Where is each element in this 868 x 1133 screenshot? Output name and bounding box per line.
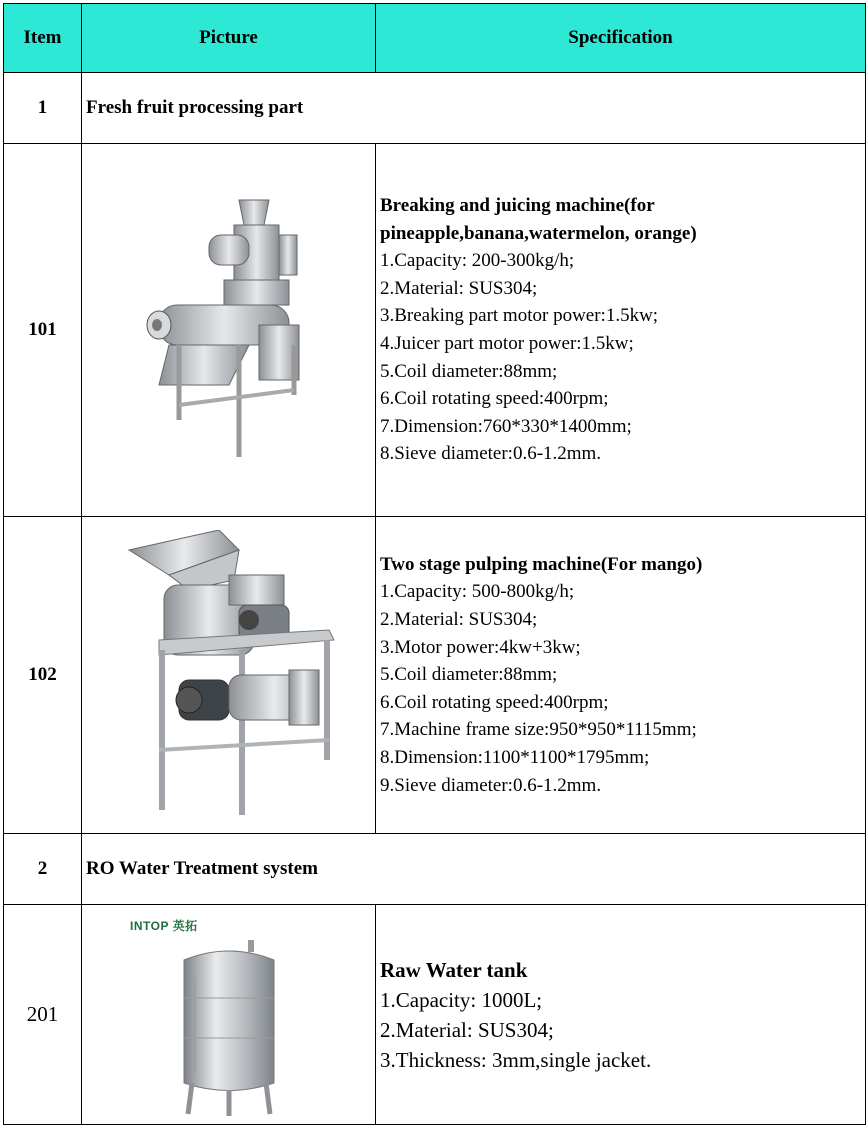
spec-line: 6.Coil rotating speed:400rpm; — [380, 388, 609, 410]
item-number: 102 — [4, 517, 82, 834]
spec-line: 5.Coil diameter:88mm; — [380, 360, 558, 382]
section-row-1 — [4, 73, 866, 144]
spec-line: 7.Dimension:760*330*1400mm; — [380, 415, 632, 437]
table-header-row — [4, 4, 866, 73]
section-title: RO Water Treatment system — [82, 834, 866, 905]
pulping-machine-illustration — [119, 530, 339, 820]
water-tank-illustration — [174, 938, 284, 1118]
machine-photo-101 — [82, 144, 376, 517]
spec-line: 1.Capacity: 200-300kg/h; — [380, 250, 575, 272]
machine-photo-102 — [82, 517, 376, 834]
spec-line: 6.Coil rotating speed:400rpm; — [380, 691, 609, 713]
table-row-102 — [4, 517, 866, 834]
spec-cell-102 — [376, 517, 866, 834]
machine-title: Breaking and juicing machine(for pineapple,banana,watermelon, orange) — [380, 195, 697, 244]
spec-cell-101 — [376, 144, 866, 517]
spec-line: 2.Material: SUS304; — [380, 277, 538, 299]
spec-line: 3.Thickness: 3mm,single jacket. — [380, 1047, 652, 1072]
spec-line: 2.Material: SUS304; — [380, 609, 538, 631]
spec-line: 3.Motor power:4kw+3kw; — [380, 636, 581, 658]
spec-line: 1.Capacity: 500-800kg/h; — [380, 581, 575, 603]
header-item: Item — [4, 4, 82, 73]
spec-line: 3.Breaking part motor power:1.5kw; — [380, 305, 659, 327]
machine-photo-201 — [82, 905, 376, 1125]
machine-title: Raw Water tank — [380, 957, 528, 982]
spec-line: 4.Juicer part motor power:1.5kw; — [380, 333, 634, 354]
equipment-spec-table — [3, 3, 866, 1125]
spec-line: 1.Capacity: 1000L; — [380, 987, 543, 1012]
section-row-2 — [4, 834, 866, 905]
item-number: 201 — [4, 905, 82, 1125]
spec-line: 2.Material: SUS304; — [380, 1017, 554, 1042]
header-picture: Picture — [82, 4, 376, 73]
spec-line: 9.Sieve diameter:0.6-1.2mm. — [380, 774, 602, 796]
item-number: 101 — [4, 144, 82, 517]
spec-line: 5.Coil diameter:88mm; — [380, 664, 558, 686]
header-specification: Specification — [376, 4, 866, 73]
spec-line: 8.Sieve diameter:0.6-1.2mm. — [380, 443, 602, 465]
section-number: 2 — [4, 834, 82, 905]
table-row-201 — [4, 905, 866, 1125]
section-title: Fresh fruit processing part — [82, 73, 866, 144]
machine-title: Two stage pulping machine(For mango) — [380, 553, 703, 575]
juicing-machine-illustration — [129, 195, 329, 465]
section-number: 1 — [4, 73, 82, 144]
table-row-101 — [4, 144, 866, 517]
spec-cell-201 — [376, 905, 866, 1125]
spec-line: 7.Machine frame size:950*950*1115mm; — [380, 719, 697, 741]
intop-logo: INTOP 英拓 — [130, 919, 198, 933]
spec-line: 8.Dimension:1100*1100*1795mm; — [380, 746, 650, 768]
